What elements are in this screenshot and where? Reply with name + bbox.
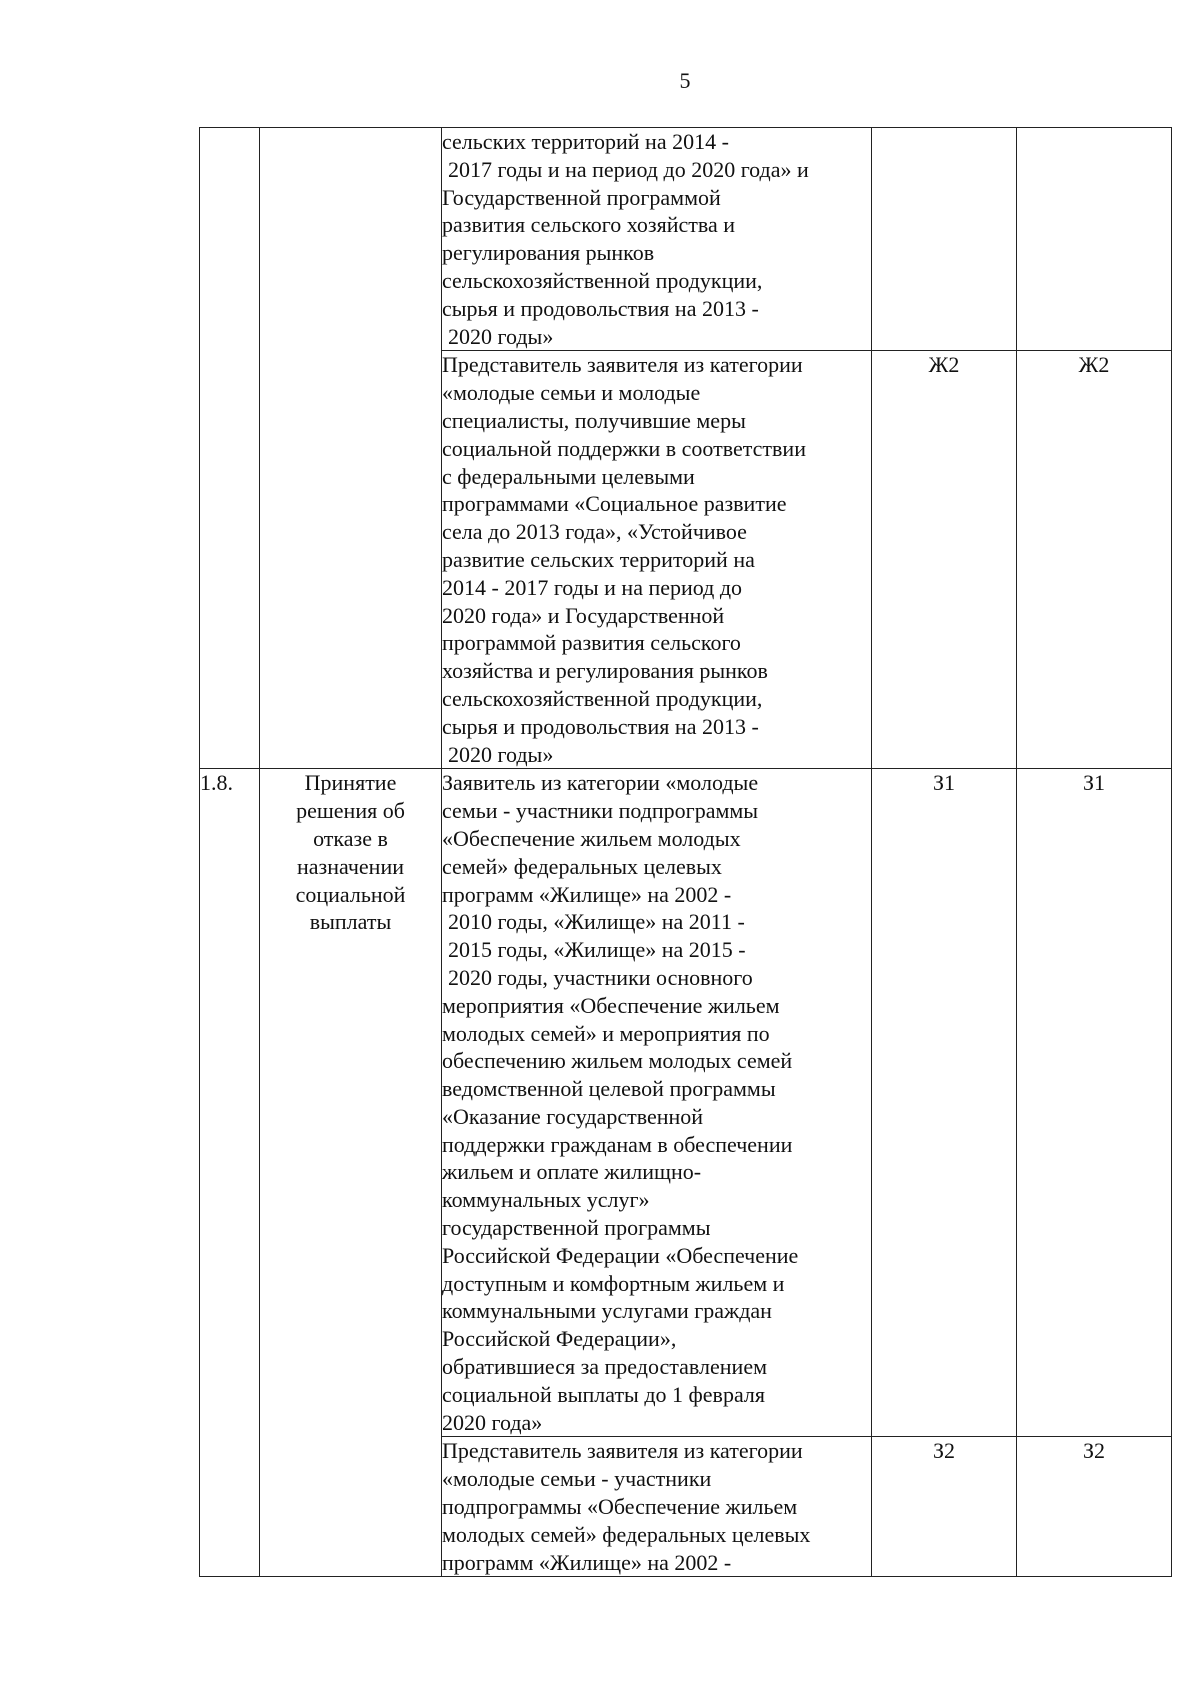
procedure-name-line: Принятие (304, 770, 397, 796)
applicant-category-cell (442, 351, 872, 769)
applicant-category-line: 2020 года» и Государственной (442, 602, 725, 628)
applicant-category-line: молодых семей» и мероприятия по (442, 1020, 770, 1046)
applicant-category-line: программой развития сельского (442, 630, 741, 656)
applicant-category-line: семьи - участники подпрограммы (442, 798, 759, 824)
procedure-name-cell (260, 769, 442, 1577)
procedure-name-line: выплаты (309, 909, 392, 935)
procedure-name-line: решения об (296, 798, 405, 824)
applicant-category-line: 2020 годы» (448, 741, 554, 767)
applicant-category-line: Государственной программой (442, 184, 721, 210)
applicant-category-line: обеспечению жильем молодых семей (442, 1048, 793, 1074)
applicant-category-line: семей» федеральных целевых (442, 853, 722, 879)
applicant-category-line: сельскохозяйственной продукции, (442, 267, 763, 293)
variant-code-cell (872, 128, 1017, 351)
applicant-category-line: Представитель заявителя из категории (442, 352, 803, 378)
applicant-category-line: «Обеспечение жильем молодых (442, 825, 741, 851)
procedure-name-line: социальной (295, 881, 406, 907)
row-number-cell: 1.8. (200, 769, 260, 1577)
applicant-category-line: поддержки гражданам в обеспечении (442, 1131, 793, 1157)
applicant-category-line: 2014 - 2017 годы и на период до (442, 574, 743, 600)
page-number: 5 (679, 68, 691, 93)
applicant-category-line: обратившиеся за предоставлением (442, 1354, 768, 1380)
applicant-category-line: «молодые семьи и молодые (442, 380, 701, 406)
applicant-category-line: 2020 годы, участники основного (448, 964, 753, 990)
applicant-category-line: программ «Жилище» на 2002 - (442, 881, 732, 907)
applicant-category-line: 2020 годы» (448, 323, 554, 349)
applicant-category-line: государственной программы (442, 1215, 711, 1241)
applicant-category-line: Представитель заявителя из категории (442, 1438, 803, 1464)
applicant-category-line: «Оказание государственной (442, 1103, 704, 1129)
variant-code-cell: З2 (872, 1437, 1017, 1577)
row-number-cell (200, 128, 260, 769)
applicant-category-line: 2020 года» (442, 1409, 543, 1435)
applicant-category-cell (442, 769, 872, 1437)
variant-code-cell-2: З1 (1017, 769, 1172, 1437)
applicant-category-line: коммунальными услугами граждан (442, 1298, 772, 1324)
applicant-category-line: программами «Социальное развитие (442, 491, 787, 517)
applicant-category-line: подпрограммы «Обеспечение жильем (442, 1494, 798, 1520)
variant-code-cell-2 (1017, 128, 1172, 351)
applicant-category-line: специалисты, получившие меры (442, 407, 746, 433)
table-row (200, 769, 1172, 1437)
applicant-category-cell (442, 1437, 872, 1577)
applicant-category-line: ведомственной целевой программы (442, 1076, 776, 1102)
variant-code-cell-2: З2 (1017, 1437, 1172, 1577)
applicant-category-line: сельскохозяйственной продукции, (442, 685, 763, 711)
applicant-category-line: доступным и комфортным жильем и (442, 1270, 785, 1296)
applicant-category-line: Российской Федерации», (442, 1326, 677, 1352)
applicant-category-line: с федеральными целевыми (442, 463, 695, 489)
applicant-category-line: социальной поддержки в соответствии (442, 435, 806, 461)
applicant-category-line: Заявитель из категории «молодые (442, 770, 759, 796)
applicant-category-line: коммунальных услуг» (442, 1187, 650, 1213)
applicant-category-cell (442, 128, 872, 351)
procedure-name-cell (260, 128, 442, 769)
applicant-category-line: сырья и продовольствия на 2013 - (442, 295, 759, 321)
variant-code-cell: З1 (872, 769, 1017, 1437)
procedure-name-line: назначении (296, 853, 405, 879)
procedure-name-line: отказе в (313, 825, 388, 851)
variant-code-cell: Ж2 (872, 351, 1017, 769)
applicant-category-line: регулирования рынков (442, 240, 655, 266)
applicant-category-line: сырья и продовольствия на 2013 - (442, 713, 759, 739)
variant-code-cell-2: Ж2 (1017, 351, 1172, 769)
applicant-category-line: хозяйства и регулирования рынков (442, 658, 768, 684)
applicant-category-line: села до 2013 года», «Устойчивое (442, 519, 747, 545)
applicant-category-line: Российской Федерации «Обеспечение (442, 1242, 799, 1268)
applicant-category-line: «молодые семьи - участники (442, 1466, 712, 1492)
applicant-category-line: 2010 годы, «Жилище» на 2011 - (448, 909, 745, 935)
applicant-category-line: социальной выплаты до 1 февраля (442, 1381, 765, 1407)
table-row (200, 128, 1172, 351)
applicant-category-line: сельских территорий на 2014 - (442, 129, 729, 154)
applicant-category-line: молодых семей» федеральных целевых (442, 1521, 811, 1547)
applicant-category-line: мероприятия «Обеспечение жильем (442, 992, 780, 1018)
services-table (199, 127, 1172, 1577)
applicant-category-line: развития сельского хозяйства и (442, 212, 736, 238)
applicant-category-line: 2015 годы, «Жилище» на 2015 - (448, 937, 746, 963)
applicant-category-line: жильем и оплате жилищно- (442, 1159, 702, 1185)
applicant-category-line: 2017 годы и на период до 2020 года» и (448, 156, 809, 182)
applicant-category-line: развитие сельских территорий на (442, 546, 755, 572)
applicant-category-line: программ «Жилище» на 2002 - (442, 1549, 732, 1575)
